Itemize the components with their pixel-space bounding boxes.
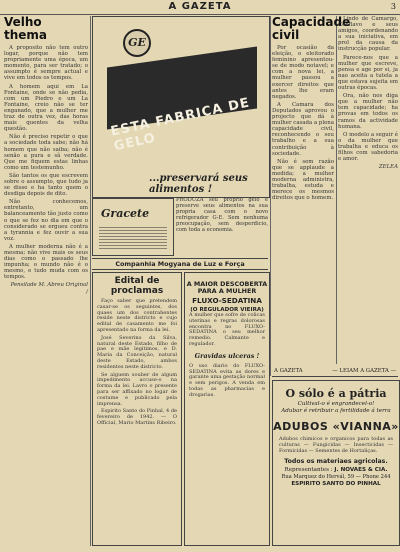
article-paragraph: São tantos os que escrevem sobre o assumpto, que tudo ja se disse e ha tanto quem o desdiga depois de dito. [4, 172, 88, 198]
masthead [0, 0, 400, 15]
tagline-bar [272, 366, 398, 377]
solo-heading: O sólo é a pátria [285, 387, 387, 400]
ad-head2: FLUXO-SEDATINA [192, 296, 262, 305]
article-heading: Capacidade civil [272, 15, 351, 42]
article-paragraph: Por ocasião da eleição, o eleitorado feminino apresentou-se de modo notavel; e com a nova lei, a mulher passou a exercer direitos que antes lhe eram negados. [272, 45, 334, 100]
rep-label: Representantes : [284, 467, 333, 474]
ge-logo-icon: GE [123, 29, 151, 57]
article-paragraph: Ora, não nos diga que a mulher não tem capacidade; ha provas em todos os ramos da actividade humana. [338, 93, 398, 130]
adubos-title: ADUBOS «VIANNA» [273, 420, 399, 433]
ad-body2: O uso diario do FLUXO-SEDATINA evita as dores e garante uma gestação normal e sem perigos. A venda em todas as pharmacias e drogarias. [189, 362, 265, 398]
article-paragraph: A mulher moderna não é a mesma; não vive mais os seus dias como o passado lhe impunha; o mundo não é o mesmo, e tudo muda com os tempos. [4, 243, 88, 281]
solo-subheading: Cultival-o é engrandecel-o! [297, 401, 375, 407]
edital-paragraph: Faço saber que pretendem casar-se os seguintes, dos quaes um dos contrahentes reside neste districto e cujo edital de casamento me foi apresentado na forma da lei. [97, 298, 177, 333]
fluxo-sedatina-ad [184, 272, 270, 546]
page-number: 3 [390, 2, 396, 11]
solo-city: ESPIRITO SANTO DO PINHAL [291, 481, 381, 488]
ad-copy [176, 198, 268, 254]
ge-refrigerator-ad [92, 16, 270, 198]
rep-name: J. NOVAES & CIA. [334, 467, 388, 474]
company-banner: Companhia Mogyana de Luz e Força [92, 258, 268, 270]
article-paragraph: Não conhecemos, entretanto, um balanceamento tão justo como o que se fez no dia em que o considerado se ergueu contra a tyrannia e fez ouvir a sua voz. [4, 199, 88, 242]
column-rule [336, 16, 337, 364]
article-paragraph: Lindo de Camargo, Conflavo e seus amigos, coordenando a sua iniciativa, em prol da causa da instrucção popular. [338, 16, 398, 53]
column-rule [90, 16, 91, 546]
solo-materials: Todos os materiaes agricolas. [284, 458, 388, 466]
brand-fineprint [99, 225, 167, 251]
article-paragraph: Não é preciso repetir o que a sociedade toda sabe; não há homem que não saiba; não é senão a pura e sã verdade. Que me fiquem estas linhas como um testemunho. [4, 134, 88, 171]
solo-representatives [273, 467, 399, 473]
masthead-title: A GAZETA [168, 1, 232, 12]
article-paragraph: A proposito não tem outro logar, porque não tem propriamente uma época, um momento, para ser tratado; o assumpto é sempre actual e vive em todos os tempos. [4, 45, 88, 82]
article-paragraph: Não é sem razão que se applaude a medida; a mulher moderna administra, trabalha, estuda e merece os mesmos direitos que o homem. [272, 158, 334, 202]
article-velho-thema [4, 16, 88, 546]
article-heading: Velho thema [4, 15, 48, 42]
ad-head1: A MAIOR DESCOBERTA PARA A MULHER [186, 280, 268, 295]
ad-copy-text: PRODUZA seu proprio gelo e preserve seus alimentos na sua propria casa com o novo refrigerador G-E. Sem nenhuma preocupação, sem desperdicio, com toda a economia. [176, 197, 268, 233]
brand-name: Gracete [101, 207, 150, 220]
article-continuation [338, 16, 398, 376]
edital-paragraph: Se alguem souber de algum impedimento accuse-o na forma da lei. Lavro o presente para ser affixado no logar de costume e publicado pela imprensa. [97, 371, 177, 407]
adubos-vianna-ad [272, 380, 400, 546]
column-rule [270, 16, 271, 376]
ad-body1: A mulher que sofre de colicas uterinas e regras dolorosas encontra no FLUXO-SEDATINA o seu melhor remedio. Calmante e regulador. [189, 312, 265, 347]
fridge-text: ESTA FABRICA DE GELO [109, 95, 252, 155]
article-paragraph: A Camara dos Deputados aprovou o projecto que dá à mulher casada a plena capacidade civil, reconhecendo o seu trabalho e a sua contribuição à sociedade. [272, 101, 334, 157]
ad-head3: (O REGULADOR VIEIRA) [190, 307, 264, 313]
article-signature: ZELEA [378, 164, 398, 171]
brand-box [92, 198, 174, 256]
ad-head4: Gravidas ulceras ! [194, 351, 260, 360]
edital-paragraph: Espirito Santo do Pinhal, 4 de fevereiro de 1942. — O Official, Mario Martins Ribeiro. [97, 408, 177, 426]
edital-box [92, 272, 182, 546]
article-signature: Pensilade M. Abreu Original / [10, 282, 88, 295]
solo-address: Rua Marquez do Hervál, 59 — Phone 244 [281, 474, 391, 481]
edital-paragraph: José Severino da Silva, natural deste Estado, filho de pae e mãe legitimos, e D. Maria da Conceição, natural deste Estado, ambos residentes neste districto. [97, 334, 177, 370]
tagline-right: — LEIAM A GAZETA — [332, 368, 396, 374]
tagline-left: A GAZETA [274, 368, 303, 374]
article-paragraph: Parece-nos que a mulher que escreve, pensa e age por si, ja nao aceita a tutela a que estava sujeita em outras épocas. [338, 54, 398, 92]
solo-subheading: Adubar é retribuir a fertilidade á terra [281, 408, 391, 414]
article-paragraph: A homem aqui em La Fontaine, onde se não pedia, com um Piedro e um La Fontaine, creio não se ter enganado, que a mulher me traz de outra vez, das horas mais quentes da velha questão. [4, 83, 88, 133]
solo-body: Adubos chimicos e organicos para todas as culturas — Fungicidas — Insecticidas — Formicidas — Sementes de Hortaliças. [279, 436, 393, 454]
article-capacidade-civil [272, 15, 351, 376]
edital-heading: Edital de proclamas [110, 276, 164, 296]
ad-slogan: ...preservará seus alimentos ! [149, 173, 248, 195]
article-paragraph: O modelo a seguir é o da mulher que trabalha e educa os filhos com sabedoria e amor. [338, 131, 398, 163]
